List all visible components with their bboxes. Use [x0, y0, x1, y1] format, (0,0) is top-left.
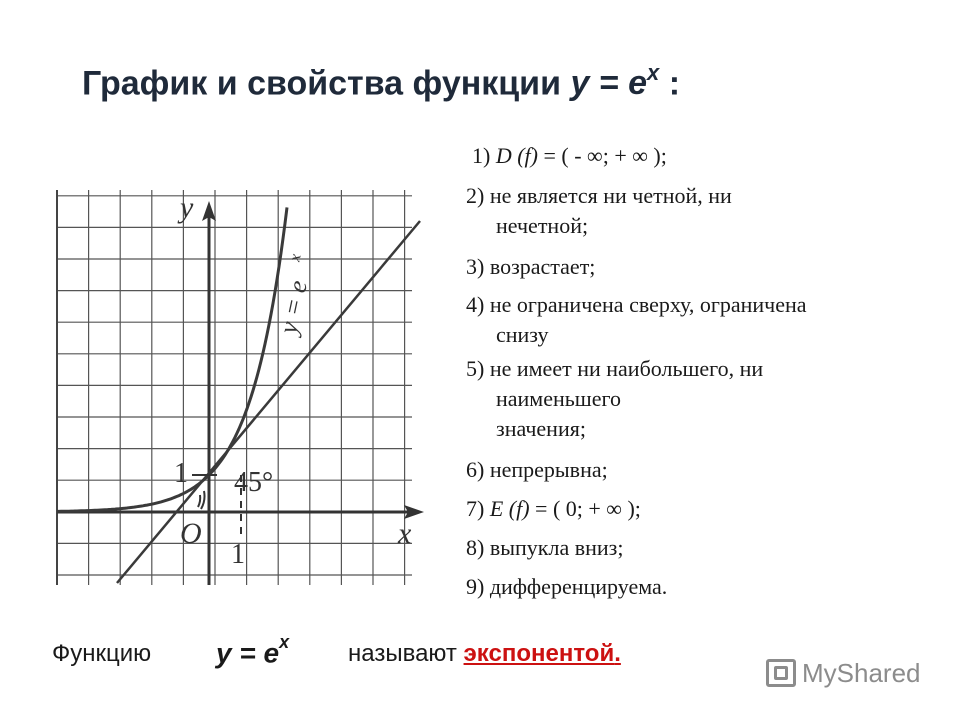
property-6-text: непрерывна; — [484, 457, 608, 482]
footer-tail-text: называют — [348, 640, 464, 667]
property-1-num: 1) — [472, 143, 491, 168]
property-5-text: не имеет ни наибольшего, ни — [484, 356, 764, 381]
property-6 — [466, 455, 608, 485]
brand-watermark — [766, 654, 936, 692]
myshared-logo-icon — [766, 659, 796, 687]
property-8-num: 8) — [466, 535, 485, 560]
property-5-continuation-2: значения; — [496, 416, 586, 441]
property-9-num: 9) — [466, 574, 485, 599]
footer-term: экспонентой — [463, 640, 615, 667]
property-2-text: не является ни четной, ни — [484, 183, 732, 208]
property-7-num: 7) — [466, 496, 485, 521]
curve-label-base: y = e — [273, 277, 314, 337]
x-axis-label: x — [398, 517, 412, 550]
property-8 — [466, 533, 623, 563]
footer-lead: Функцию — [52, 640, 152, 667]
curve-label-exponent: x — [286, 252, 305, 263]
property-9-text: дифференцируема. — [484, 574, 668, 599]
property-4 — [466, 290, 807, 350]
x-tick-one-label: 1 — [231, 539, 245, 570]
property-2-continuation: нечетной; — [496, 213, 589, 238]
property-9 — [466, 572, 667, 602]
property-3-text: возрастает; — [484, 254, 596, 279]
footer-formula-exponent: x — [279, 632, 290, 652]
property-1-domain: D (f) — [495, 143, 538, 168]
property-2 — [466, 181, 732, 241]
property-4-text: не ограничена сверху, ограничена — [484, 292, 807, 317]
property-6-num: 6) — [466, 457, 485, 482]
property-3-num: 3) — [466, 254, 485, 279]
property-7-range: E (f) — [489, 496, 530, 521]
property-1-value: = ( - ∞; + ∞ ); — [537, 143, 667, 168]
footer-tail — [348, 640, 621, 668]
property-4-num: 4) — [466, 292, 485, 317]
property-3 — [466, 252, 595, 282]
footer-formula — [216, 632, 290, 669]
title-prefix: График и свойства функции — [82, 64, 571, 103]
property-5 — [466, 354, 763, 444]
brand-name: MyShared — [802, 657, 921, 688]
property-5-continuation: наименьшего — [496, 386, 621, 411]
property-5-num: 5) — [466, 356, 485, 381]
y-tick-one-label: 1 — [174, 458, 188, 489]
property-7 — [466, 494, 641, 524]
y-axis-label: y — [180, 191, 194, 224]
title-formula-exponent: x — [647, 60, 660, 85]
angle-label: 45° — [234, 467, 274, 498]
footer-formula-base: y = e — [216, 637, 280, 669]
footer-statement — [52, 632, 752, 676]
title-suffix: : — [659, 64, 681, 103]
property-7-value: = ( 0; + ∞ ); — [529, 496, 641, 521]
origin-label: O — [180, 517, 202, 550]
property-8-text: выпукла вниз; — [484, 535, 624, 560]
title-formula-base: y = e — [570, 64, 648, 103]
property-2-num: 2) — [466, 183, 485, 208]
property-1 — [472, 141, 667, 171]
property-4-continuation: снизу — [496, 322, 549, 347]
footer-term-end: . — [614, 640, 621, 667]
